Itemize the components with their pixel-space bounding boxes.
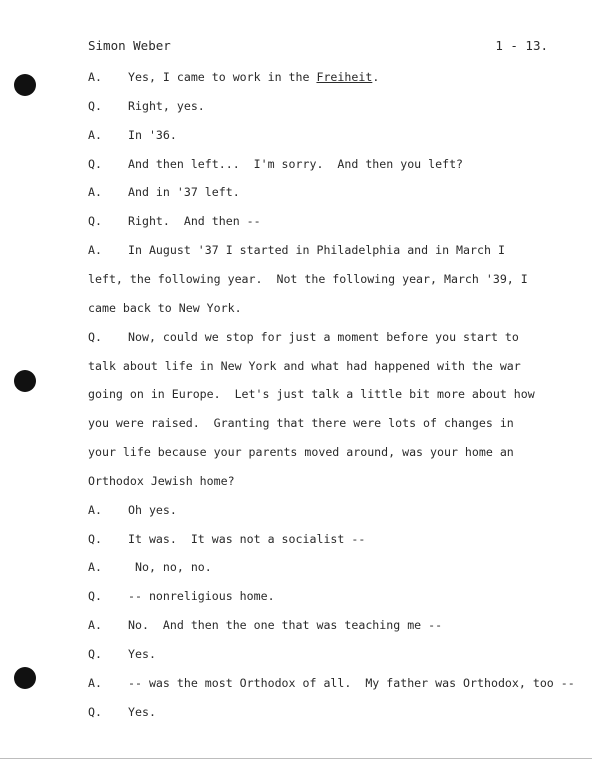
line-text: Right, yes. (128, 98, 205, 113)
line-text: And then left... I'm sorry. And then you left? (128, 156, 464, 171)
speaker-label: Q. (88, 647, 102, 661)
publication-title: Freiheit (316, 70, 373, 84)
speaker-label: Q. (88, 531, 102, 546)
binder-hole (14, 74, 36, 96)
speaker-label: A. (88, 127, 102, 142)
line-text: No. And then the one that was teaching me -- (128, 618, 443, 633)
speaker-label: A. (88, 618, 102, 633)
interviewee-name: Simon Weber (88, 38, 171, 53)
speaker-label: Q. (88, 589, 102, 604)
line-text (128, 70, 379, 84)
speaker-label: A. (88, 560, 102, 575)
line-text-before: Yes, I came to work in the (128, 70, 317, 84)
speaker-label: Q. (88, 329, 102, 344)
line-text: Oh yes. (128, 502, 177, 517)
line-text: Right. And then -- (128, 214, 261, 229)
continuation-text: came back to New York. (88, 300, 242, 315)
line-text: -- was the most Orthodox of all. My father was Orthodox, too -- (128, 675, 575, 690)
continuation-text: you were raised. Granting that there were lots of changes in (88, 416, 514, 431)
page-number: 1 - 13. (495, 38, 548, 53)
line-text: Now, could we stop for just a moment before you start to (128, 329, 519, 344)
speaker-label: Q. (88, 98, 102, 113)
continuation-text: your life because your parents moved around, was your home an (88, 445, 514, 460)
line-text: -- nonreligious home. (128, 589, 275, 604)
speaker-label: A. (88, 243, 102, 258)
speaker-label: Q. (88, 704, 102, 719)
speaker-label: A. (88, 502, 102, 517)
speaker-label: A. (88, 70, 102, 84)
speaker-label: A. (88, 185, 102, 200)
line-text: In August '37 I started in Philadelphia and in March I (128, 243, 505, 258)
binder-hole (14, 667, 36, 689)
line-text-after: . (372, 70, 380, 84)
line-text: And in '37 left. (128, 185, 240, 200)
line-text: Yes. (128, 704, 156, 719)
speaker-label: A. (88, 675, 102, 690)
line-text: It was. It was not a socialist -- (128, 531, 366, 546)
page-edge (0, 758, 592, 759)
line-text: No, no, no. (128, 560, 212, 575)
speaker-label: Q. (88, 214, 102, 229)
speaker-label: Q. (88, 156, 102, 171)
binder-hole (14, 370, 36, 392)
continuation-text: left, the following year. Not the following year, March '39, I (88, 271, 528, 286)
continuation-text: talk about life in New York and what had happened with the war (88, 358, 521, 373)
continuation-text: Orthodox Jewish home? (88, 473, 235, 488)
line-text: Yes. (128, 647, 156, 661)
line-text: In '36. (128, 127, 177, 142)
continuation-text: going on in Europe. Let's just talk a little bit more about how (88, 387, 535, 402)
